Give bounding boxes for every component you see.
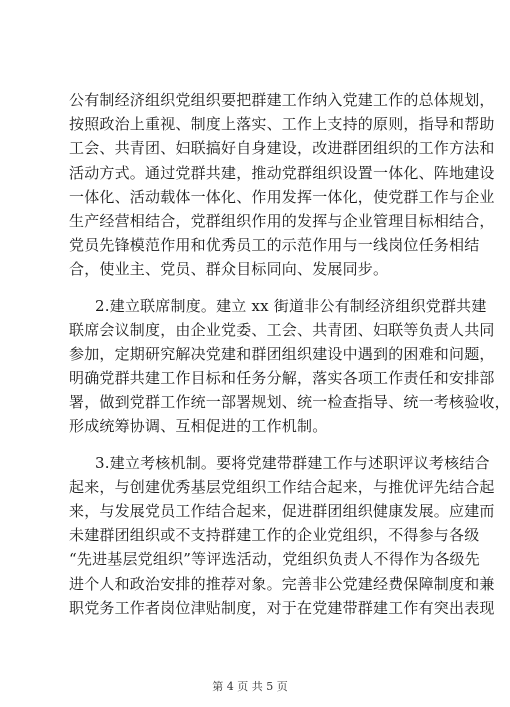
text-line: 明确党群共建工作目标和任务分解，落实各项工作责任和安排部 (69, 369, 495, 388)
text-line: 党员先锋模范作用和优秀员工的示范作用与一线岗位任务相结 (69, 236, 480, 255)
text-line: 按照政治上重视、制度上落实、工作上支持的原则，指导和帮助 (69, 115, 495, 134)
text-line: 公有制经济组织党组织要把群建工作纳入党建工作的总体规划， (69, 91, 495, 109)
text-line: 3.建立考核机制。要将党建带群建工作与述职评议考核结合 (95, 453, 490, 472)
text-line: 工会、共青团、妇联搞好自身建设，改进群团组织的工作方法和 (69, 139, 495, 158)
text-line: 2.建立联席制度。建立 xx 街道非公有制经济组织党群共建 (95, 296, 487, 315)
text-line: 进个人和政治安排的推荐对象。完善非公党建经费保障制度和兼 (69, 574, 495, 593)
text-line: 职党务工作者岗位津贴制度，对于在党建带群建工作有突出表现 (69, 598, 495, 617)
text-line: 联席会议制度，由企业党委、工会、共青团、妇联等负责人共同 (69, 320, 495, 339)
text-line: 起来，与创建优秀基层党组织工作结合起来，与推优评先结合起 (69, 477, 495, 496)
text-line: 活动方式。通过党群共建，推动党群组织设置一体化、阵地建设 (69, 163, 495, 182)
paragraph-2 (69, 294, 510, 439)
text-line: 一体化、活动载体一体化、作用发挥一体化，使党群工作与企业 (69, 187, 495, 206)
body-text (69, 88, 510, 620)
text-line: 未建群团组织或不支持群建工作的企业党组织，不得参与各级 (69, 526, 480, 545)
text-line: 形成统筹协调、互相促进的工作机制。 (69, 417, 328, 436)
text-line: 合，使业主、党员、群众目标同向、发展同步。 (69, 260, 389, 279)
page-number-footer: 第 4 页 共 5 页 (212, 680, 288, 693)
text-line: 参加，定期研究解决党建和群团组织建设中遇到的困难和问题， (69, 344, 495, 363)
text-line: 署，做到党群工作统一部署规划、统一检查指导、统一考核验收， (69, 393, 510, 412)
text-line: 来，与发展党员工作结合起来，促进群团组织健康发展。应建而 (69, 502, 495, 520)
paragraph-3 (69, 451, 495, 620)
text-line: 生产经营相结合，党群组织作用的发挥与企业管理目标相结合， (69, 211, 495, 230)
paragraph-gap (69, 439, 449, 451)
paragraph-gap (69, 282, 449, 294)
paragraph-1 (69, 88, 495, 282)
text-line: “先进基层党组织”等评选活动，党组织负责人不得作为各级先 (69, 550, 480, 569)
